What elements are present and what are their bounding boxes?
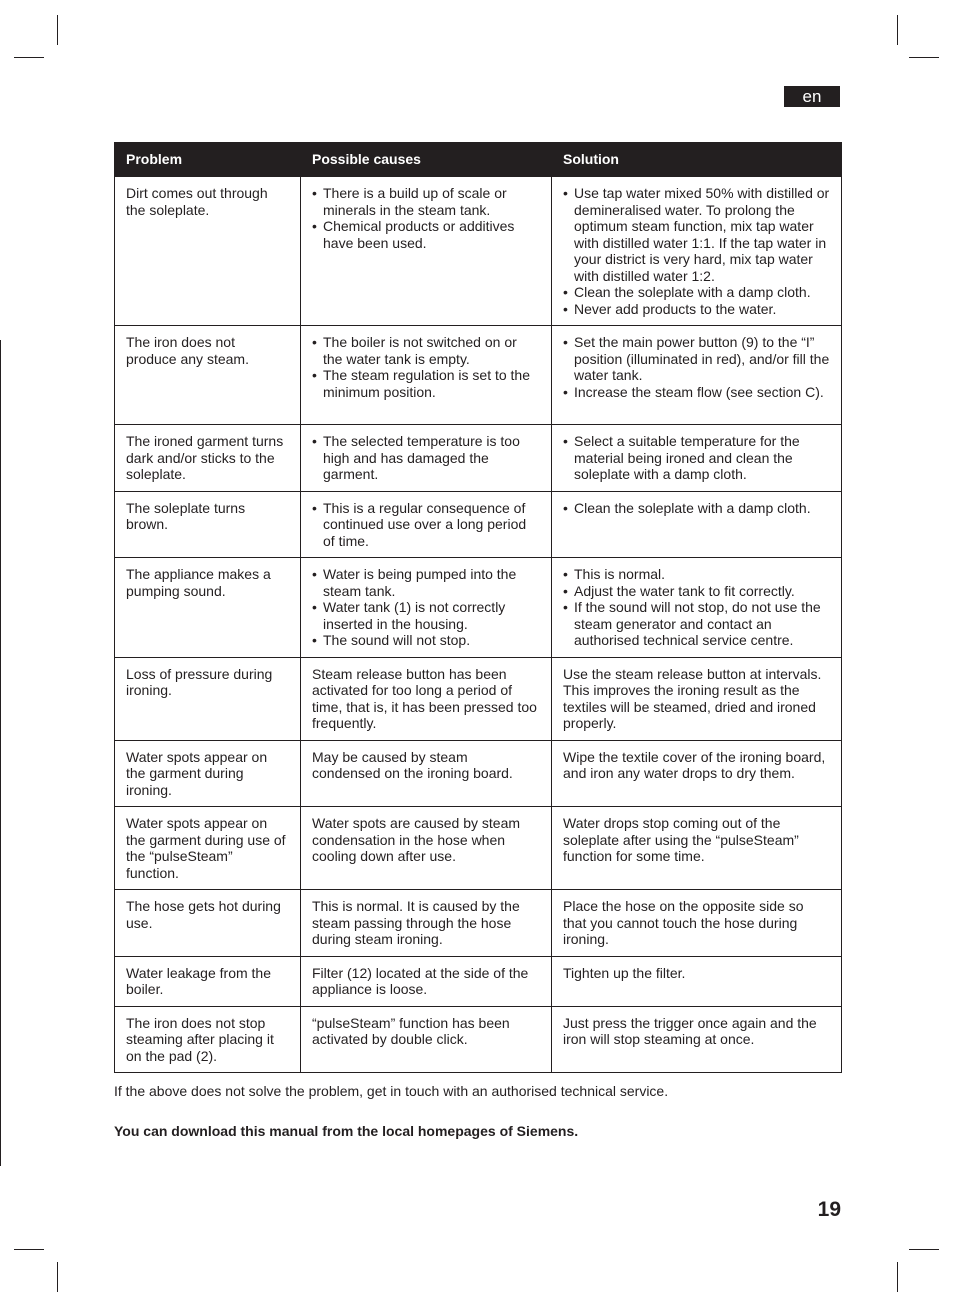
crop-mark [57, 15, 58, 45]
cause-item: • Water is being pumped into the steam tank. [312, 566, 540, 599]
solution-cell: Just press the trigger once again and the iron will stop steaming at once. [552, 1006, 842, 1073]
cause-item: • The selected temperature is too high and has damaged the garment. [312, 433, 540, 483]
table-row [115, 558, 842, 658]
solution-item: • Clean the soleplate with a damp cloth. [563, 500, 830, 517]
crop-mark [897, 15, 898, 45]
solution-item: • Increase the steam flow (see section C). [563, 384, 830, 401]
problem-cell: Water leakage from the boiler. [115, 956, 301, 1006]
cause-item: • Water tank (1) is not correctly inserted in the housing. [312, 599, 540, 632]
solution-cell [552, 425, 842, 492]
problem-cell: The iron does not stop steaming after placing it on the pad (2). [115, 1006, 301, 1073]
cause-item: • The boiler is not switched on or the water tank is empty. [312, 334, 540, 367]
solution-cell [552, 491, 842, 558]
causes-cell [301, 326, 552, 425]
cause-item: • Chemical products or additives have been used. [312, 218, 540, 251]
page-number: 19 [817, 1198, 841, 1221]
causes-cell: This is normal. It is caused by the steam passing through the hose during steam ironing. [301, 890, 552, 957]
causes-cell: May be caused by steam condensed on the ironing board. [301, 740, 552, 807]
solution-item: • Adjust the water tank to fit correctly. [563, 583, 830, 600]
solution-item: • Set the main power button (9) to the “I” position (illuminated in red), and/or fill the water tank. [563, 334, 830, 384]
download-note: You can download this manual from the local homepages of Siemens. [114, 1123, 579, 1139]
crop-mark [909, 57, 939, 58]
service-note: If the above does not solve the problem, get in touch with an authorised technical service. [114, 1083, 669, 1099]
solution-cell: Water drops stop coming out of the soleplate after using the “pulseSteam” function for some time. [552, 807, 842, 890]
table-header-row [115, 143, 842, 177]
causes-cell: Steam release button has been activated for too long a period of time, that is, it has been pressed too frequently. [301, 657, 552, 740]
troubleshooting-table [114, 142, 842, 1073]
table-row [115, 807, 842, 890]
solution-cell [552, 326, 842, 425]
table-row [115, 740, 842, 807]
causes-cell: “pulseSteam” function has been activated by double click. [301, 1006, 552, 1073]
problem-cell: Water spots appear on the garment during ironing. [115, 740, 301, 807]
binding-rule [0, 340, 1, 1166]
causes-cell [301, 491, 552, 558]
problem-cell: The soleplate turns brown. [115, 491, 301, 558]
problem-cell: Water spots appear on the garment during use of the “pulseSteam” function. [115, 807, 301, 890]
problem-cell: The ironed garment turns dark and/or sticks to the soleplate. [115, 425, 301, 492]
column-header-causes: Possible causes [301, 143, 552, 177]
problem-cell: Dirt comes out through the soleplate. [115, 177, 301, 326]
solution-item: • If the sound will not stop, do not use the steam generator and contact an authorised technical service centre. [563, 599, 830, 649]
crop-mark [14, 1249, 44, 1250]
causes-cell [301, 558, 552, 658]
column-header-solution: Solution [552, 143, 842, 177]
crop-mark [897, 1262, 898, 1292]
solution-item: • Use tap water mixed 50% with distilled or demineralised water. To prolong the optimum steam function, mix tap water with distilled water 1:1. If the tap water in your district is very hard, mix tap water with distilled water 1:2. [563, 185, 830, 284]
problem-cell: Loss of pressure during ironing. [115, 657, 301, 740]
table-row [115, 1006, 842, 1073]
solution-item: • Select a suitable temperature for the material being ironed and clean the soleplate with a damp cloth. [563, 433, 830, 483]
cause-item: • The sound will not stop. [312, 632, 540, 649]
solution-cell: Tighten up the filter. [552, 956, 842, 1006]
causes-cell: Water spots are caused by steam condensation in the hose when cooling down after use. [301, 807, 552, 890]
solution-item: • Clean the soleplate with a damp cloth. [563, 284, 830, 301]
problem-cell: The iron does not produce any steam. [115, 326, 301, 425]
causes-cell: Filter (12) located at the side of the appliance is loose. [301, 956, 552, 1006]
cause-item: • There is a build up of scale or minerals in the steam tank. [312, 185, 540, 218]
solution-item: • This is normal. [563, 566, 830, 583]
crop-mark [909, 1249, 939, 1250]
solution-cell [552, 558, 842, 658]
table-row [115, 177, 842, 326]
solution-cell: Place the hose on the opposite side so that you cannot touch the hose during ironing. [552, 890, 842, 957]
solution-cell: Wipe the textile cover of the ironing board, and iron any water drops to dry them. [552, 740, 842, 807]
solution-cell: Use the steam release button at intervals. This improves the ironing result as the textiles will be steamed, dried and ironed properly. [552, 657, 842, 740]
table-row [115, 326, 842, 425]
language-tag: en [784, 86, 840, 107]
cause-item: • This is a regular consequence of continued use over a long period of time. [312, 500, 540, 550]
crop-mark [57, 1262, 58, 1292]
table-row [115, 956, 842, 1006]
problem-cell: The hose gets hot during use. [115, 890, 301, 957]
table-row [115, 657, 842, 740]
table-row [115, 491, 842, 558]
causes-cell [301, 177, 552, 326]
solution-cell [552, 177, 842, 326]
solution-item: • Never add products to the water. [563, 301, 830, 318]
problem-cell: The appliance makes a pumping sound. [115, 558, 301, 658]
cause-item: • The steam regulation is set to the minimum position. [312, 367, 540, 400]
causes-cell [301, 425, 552, 492]
table-row [115, 890, 842, 957]
column-header-problem: Problem [115, 143, 301, 177]
crop-mark [14, 57, 44, 58]
table-row [115, 425, 842, 492]
